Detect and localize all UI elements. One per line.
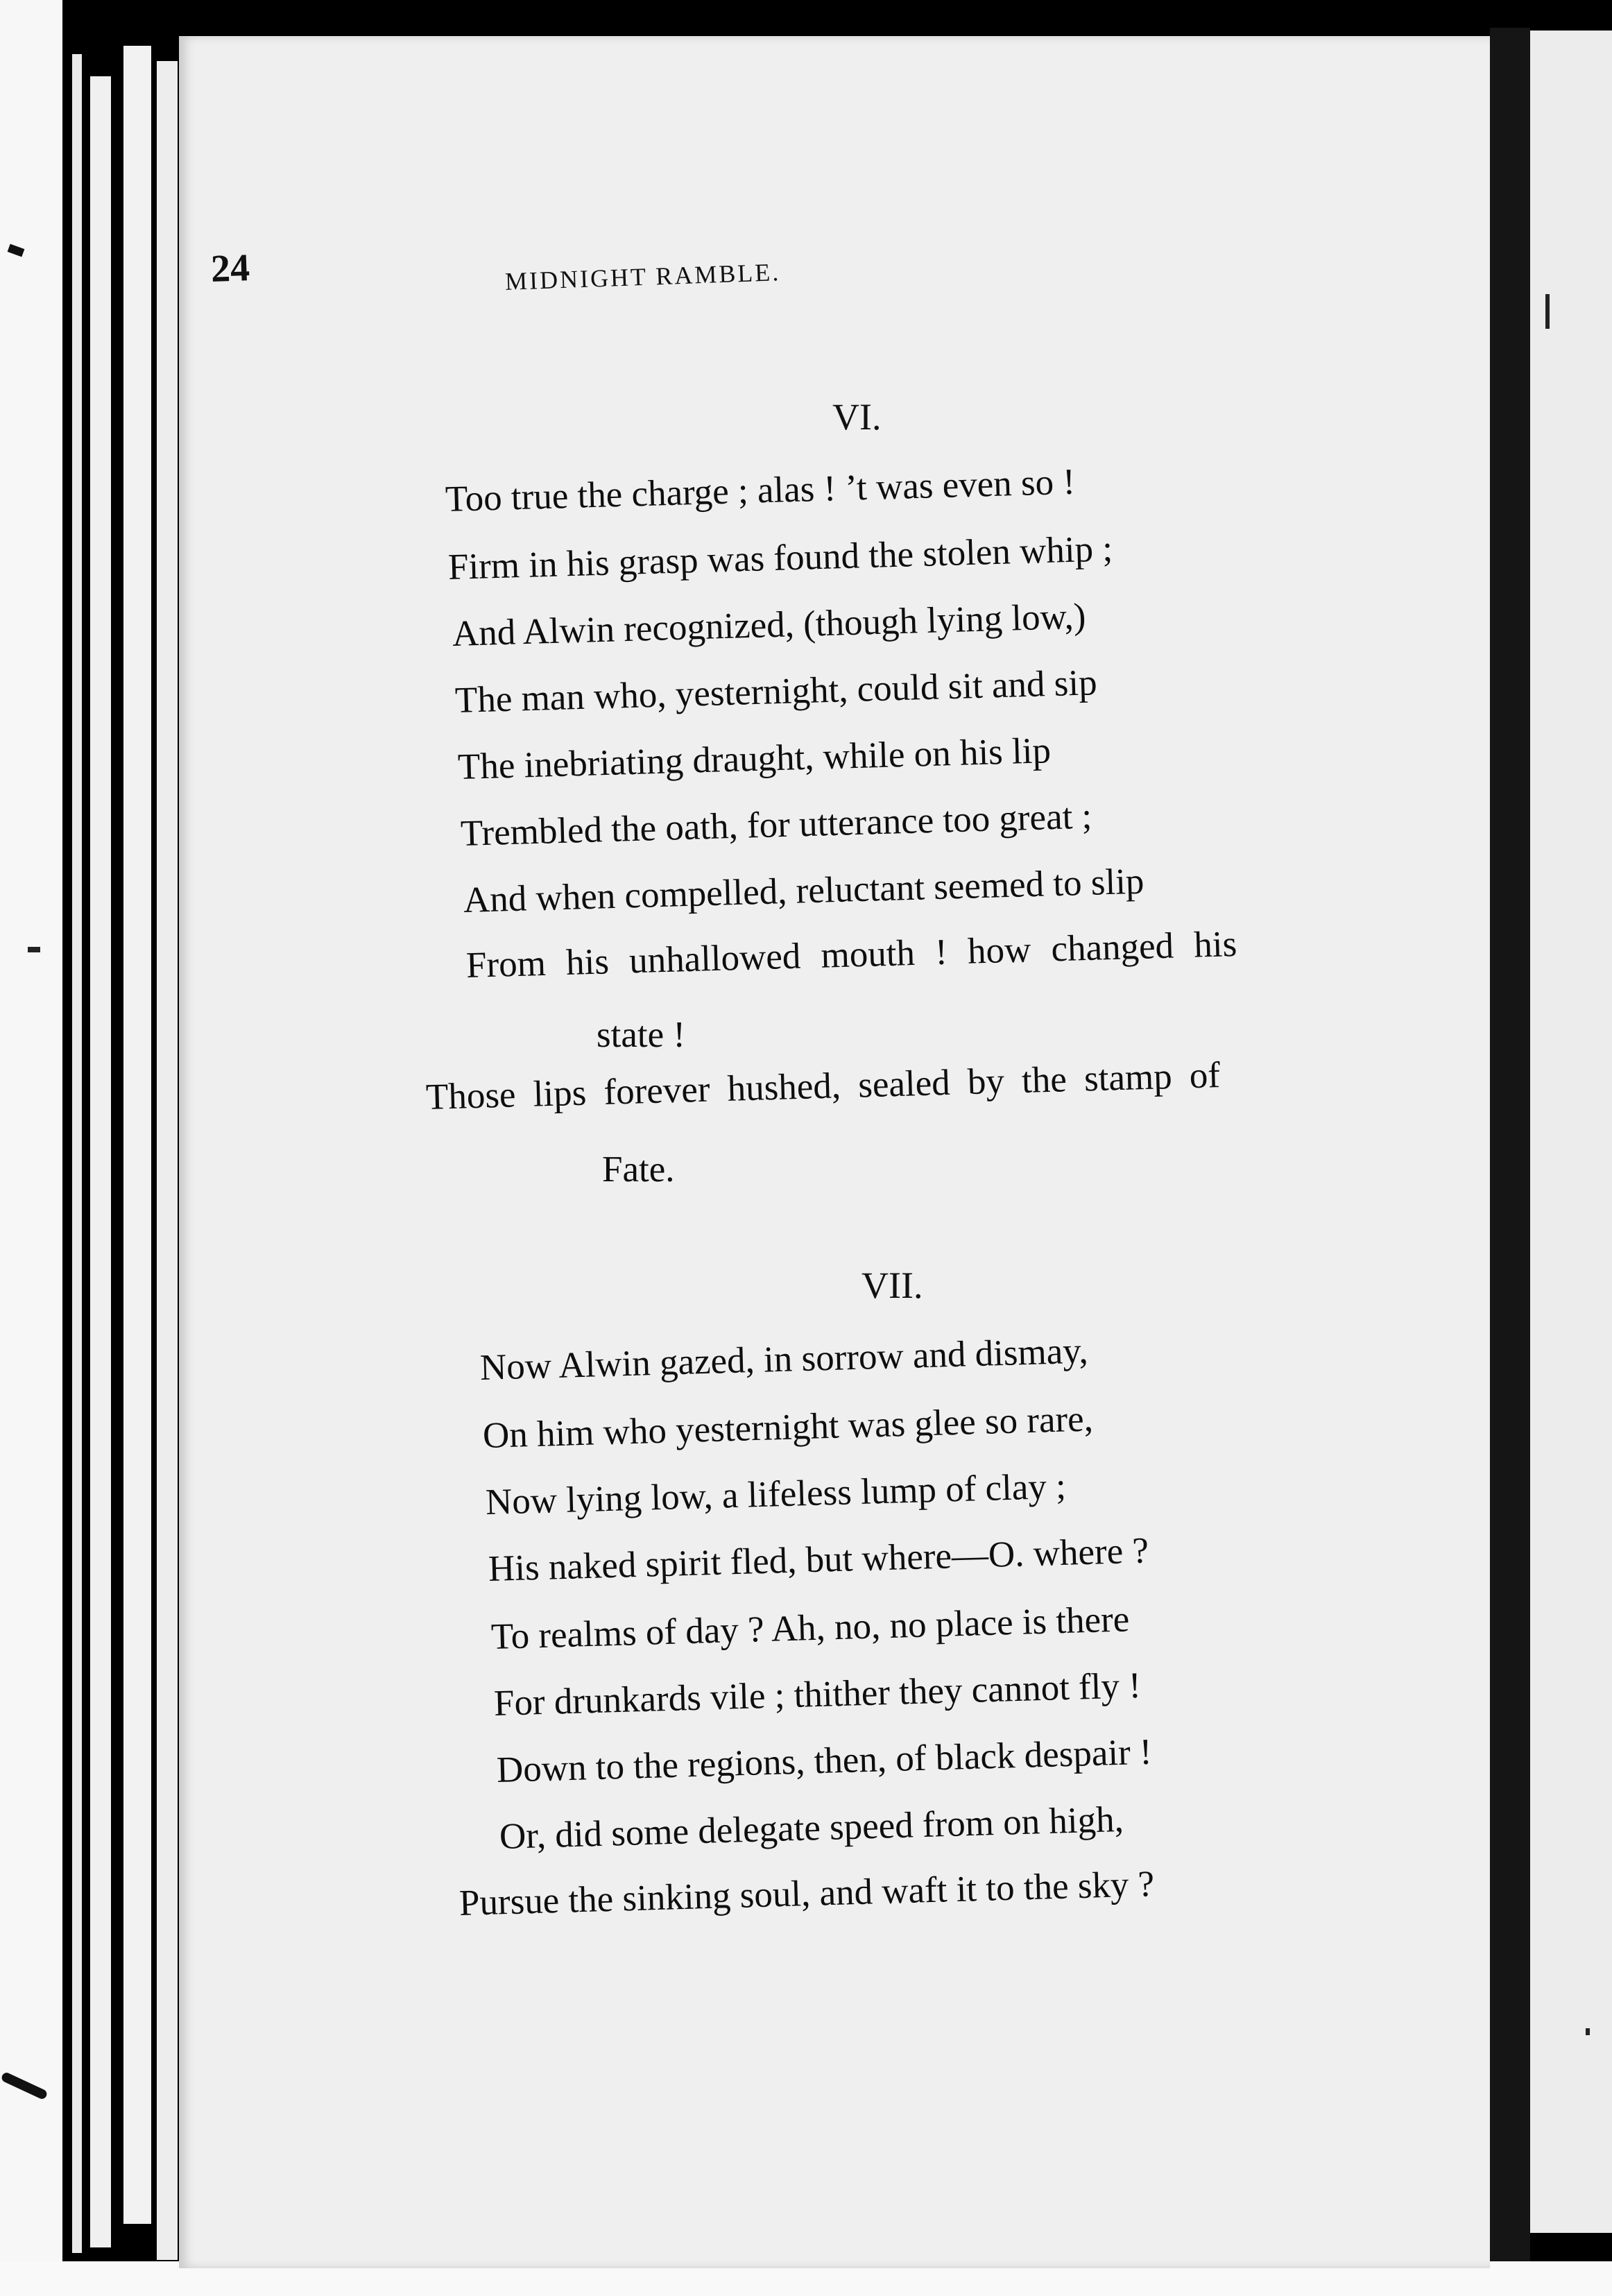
verse-line: And Alwin recognized, (though lying low,) bbox=[452, 596, 1087, 654]
page-edge bbox=[90, 76, 111, 2247]
verse-line: The inebriating draught, while on his lip bbox=[457, 730, 1052, 787]
verse-line: Pursue the sinking soul, and waft it to the sky ? bbox=[458, 1864, 1155, 1924]
verse-line: On him who yesternight was glee so rare, bbox=[482, 1398, 1094, 1456]
verse-line: state ! bbox=[597, 1015, 686, 1055]
scan-speck bbox=[0, 2071, 48, 2100]
book-page bbox=[179, 36, 1490, 2268]
verse-line: Fate. bbox=[602, 1149, 675, 1190]
verse-line: Now lying low, a lifeless lump of clay ; bbox=[485, 1466, 1067, 1523]
scan-speck bbox=[1545, 294, 1550, 329]
facing-page-edge bbox=[1530, 31, 1612, 2233]
page-edge bbox=[157, 61, 178, 2260]
verse-line: Now Alwin gazed, in sorrow and dismay, bbox=[479, 1330, 1089, 1388]
verse-line: Trembled the oath, for utterance too great ; bbox=[460, 796, 1092, 854]
verse-line: To realms of day ? Ah, no, no place is there bbox=[490, 1599, 1131, 1657]
page-number: 24 bbox=[209, 246, 251, 291]
verse-line: Down to the regions, then, of black despair ! bbox=[496, 1731, 1153, 1790]
verse-line: And when compelled, reluctant seemed to slip bbox=[463, 861, 1145, 920]
gutter-shadow bbox=[1490, 28, 1530, 2268]
page-edge bbox=[72, 54, 82, 2253]
stanza-numeral: VI. bbox=[832, 396, 882, 438]
stanza-numeral: VII. bbox=[861, 1265, 923, 1306]
verse-line: Those lips forever hushed, sealed by the stamp of bbox=[425, 1055, 1221, 1117]
verse-line: Firm in his grasp was found the stolen whip ; bbox=[447, 529, 1113, 588]
scan-speck bbox=[1586, 2028, 1590, 2035]
scan-speck bbox=[28, 947, 40, 952]
scanner-margin-left bbox=[0, 0, 62, 2296]
page-edge bbox=[123, 46, 151, 2224]
running-title: MIDNIGHT RAMBLE. bbox=[504, 258, 781, 295]
verse-line: Or, did some delegate speed from on high, bbox=[499, 1799, 1124, 1857]
verse-line: His naked spirit fled, but where—O. where ? bbox=[488, 1530, 1149, 1589]
verse-line: Too true the charge ; alas ! ’t was even so ! bbox=[445, 461, 1076, 520]
verse-line: The man who, yesternight, could sit and sip bbox=[454, 662, 1098, 721]
verse-line: From his unhallowed mouth ! how changed his bbox=[465, 923, 1237, 986]
scan-speck bbox=[8, 244, 25, 257]
verse-line: For drunkards vile ; thither they cannot fly ! bbox=[493, 1665, 1142, 1724]
